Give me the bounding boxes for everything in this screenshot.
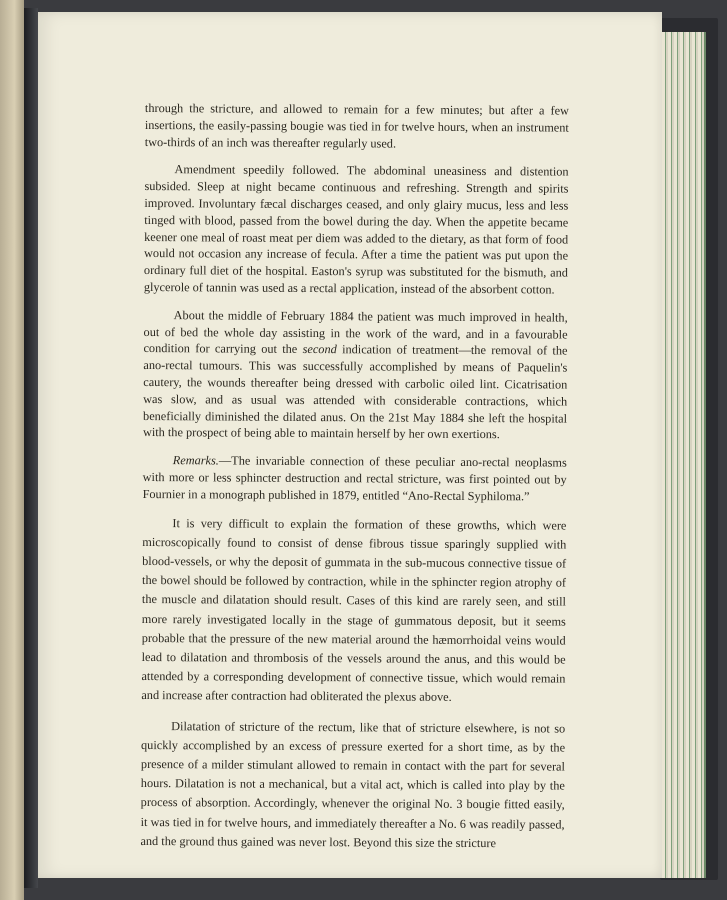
paragraph-3 [143,307,568,444]
paragraph-4 [143,452,567,505]
facing-page-edge [0,0,24,900]
book-page [38,12,662,878]
remarks-heading: Remarks. [172,453,219,468]
paragraph-5: It is very difficult to explain the formation of these growths, which were microscopically found to consist of dense fibrous tissue sparingly supplied with blood-vessels, or why the deposit of gummata in the sub-mucous connective tissue of the bowel should be followed by contraction, while in the sphincter region atrophy of the muscle and dilatation should result. Cases of this kind are rarely seen, and still more rarely investigated locally in the stage of gummatous deposit, but it seems probable that the pressure of the new material around the hæmorrhoidal veins would lead to dilatation and thrombosis of the vessels around the anus, and this would be attended by a corresponding development of connective tissue, which would remain and increase after contraction had obliterated the plexus above. [141,515,567,705]
body-text [140,100,569,865]
paragraph-1: through the stricture, and allowed to remain for a few minutes; but after a few insertions, the easily-passing bougie was tied in for twelve hours, when an instrument two-thirds of an inch was thereafter regularly used. [144,100,569,151]
paragraph-6: Dilatation of stricture of the rectum, like that of stricture elsewhere, is not so quickly accomplished by an excess of pressure exerted for a short time, as by the presence of a milder stimulant allowed to remain in contact with the part for several hours. Dilatation is not a mechanical, but a vital act, which is called into play by the process of absorption. Accordingly, whenever the original No. 3 bougie fitted easily, it was tied in for twelve hours, and immediately thereafter a No. 6 was readily passed, and the ground thus gained was never lost. Beyond this size the stricture [140,718,566,850]
paragraph-3-before: About the middle of February 1884 the patient was much improved in health, out of bed the whole day assisting in the work of the ward, and in a favourable condition for carrying out the [143,307,568,357]
gutter-shadow [24,8,38,888]
paragraph-3-after: indication of treatment—the removal of the ano-rectal tumours. This was successfully accomplished by means of Paquelin's cautery, the wounds thereafter being dressed with carbolic oiled lint. Cicatrisation was slow, and as usual was attended with considerable contractions, which beneficially diminished the dilated anus. On the 21st May 1884 she left the hospital with the prospect of being able to maintain herself by her own exertions. [142,342,568,442]
paragraph-4-after: —The invariable connection of these peculiar ano-rectal neoplasms with more or less sphincter destruction and rectal stricture, was first pointed out by Fournier in a monograph published in 1879, entitled “Ano-Rectal Syphiloma.” [142,453,567,504]
paragraph-2: Amendment speedily followed. The abdominal uneasiness and distention subsided. Sleep at night became continuous and refreshing. Strength and spirits improved. Involuntary fæcal discharges ceased, and only glairy mucus, less and less tinged with blood, passed from the bowel during the day. When the appetite became keener one meal of roast meat per diem was added to the dietary, as that form of food would not occasion any increase of fecula. After a time the patient was put upon the ordinary full diet of the hospital. Easton's syrup was substituted for the bismuth, and glycerole of tannin was used as a rectal application, instead of the absorbent cotton. [143,162,569,297]
page-stack-edges [656,32,706,878]
paragraph-3-emphasis: second [302,342,337,357]
